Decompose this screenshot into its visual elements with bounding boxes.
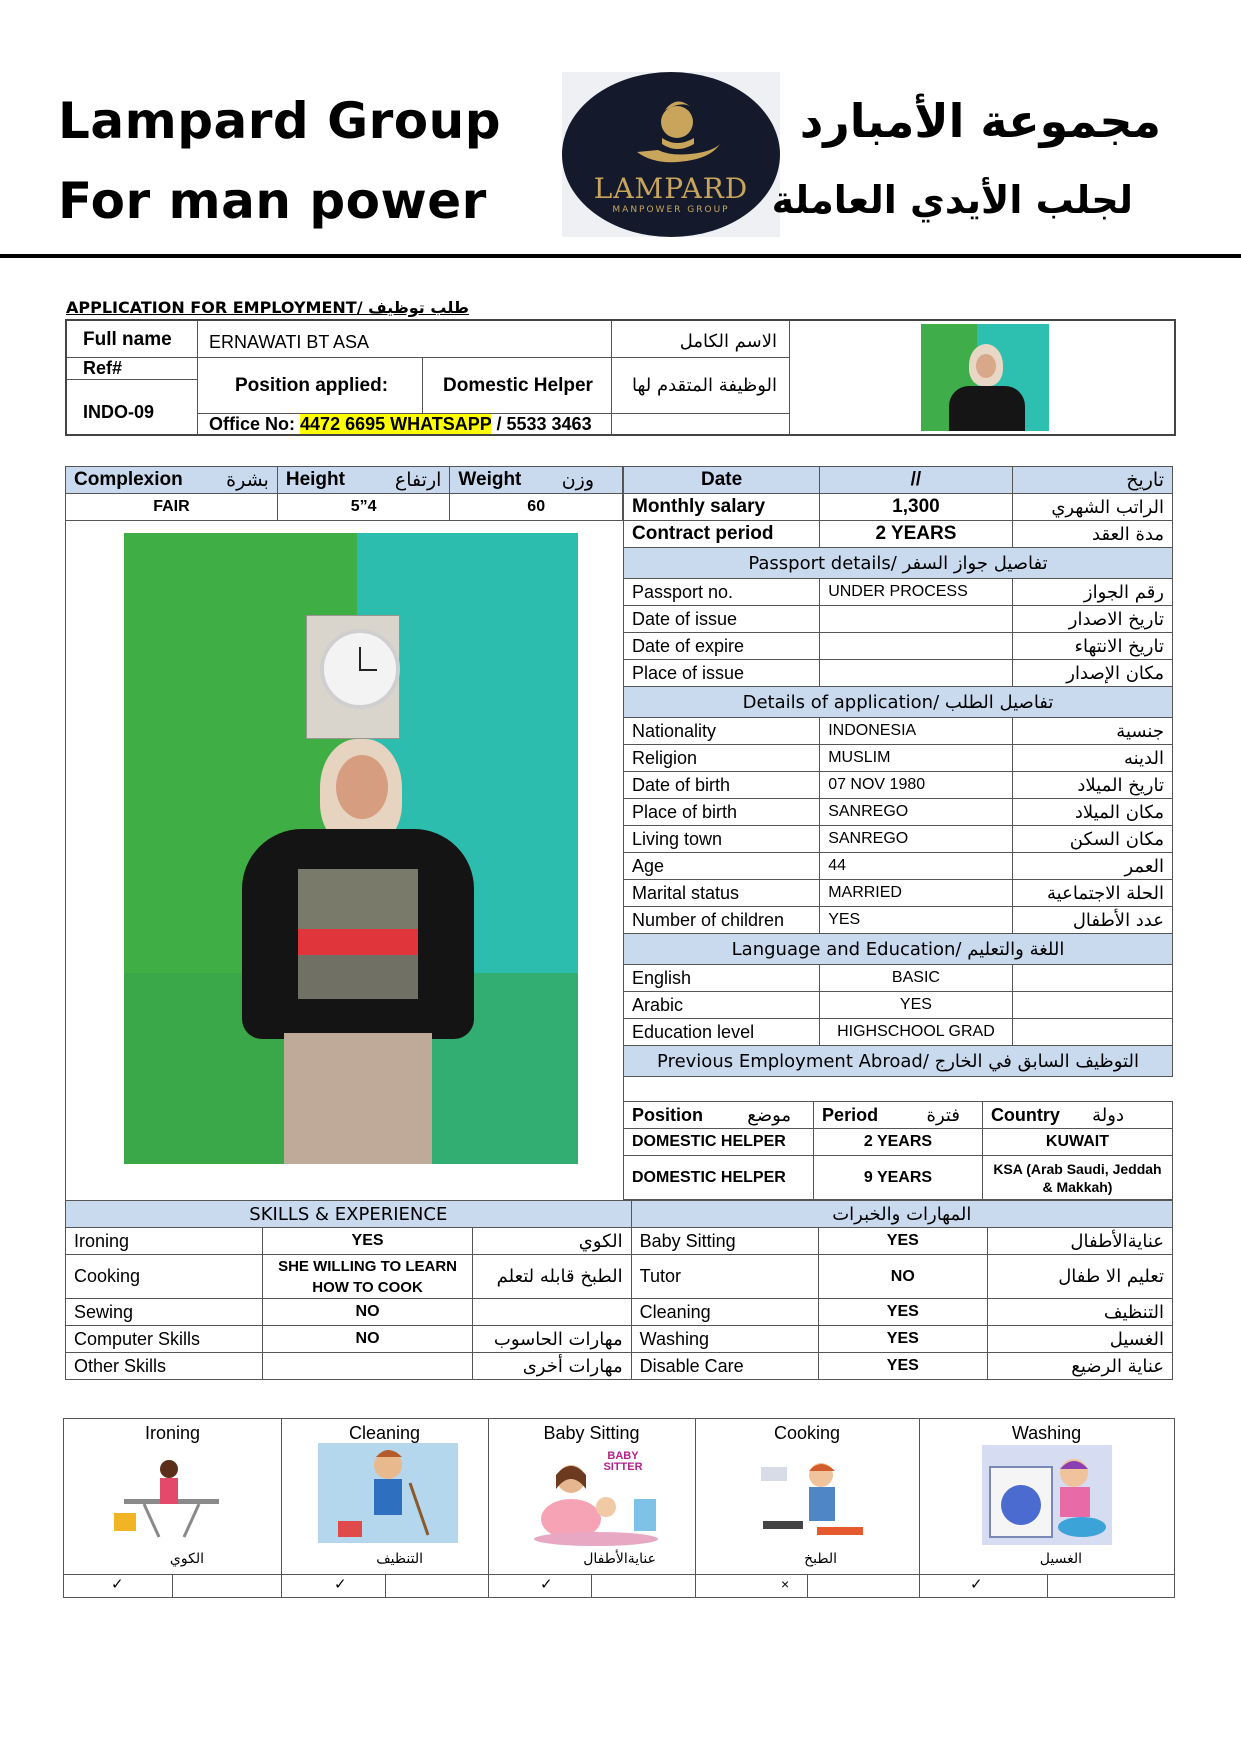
table-row [624,745,1173,772]
applicant-photo-large [124,533,578,1164]
details-header: Details of application/ تفاصيل الطلب [624,687,1173,718]
table-row [624,907,1173,934]
header-divider [0,254,1241,258]
table-row [624,1156,1173,1200]
logo-text: LAMPARD [593,172,749,205]
office-label: Office No: [209,414,296,434]
table-row [624,579,1173,606]
cleaning-icon [318,1443,458,1543]
date-label: Date [624,467,820,494]
complexion-ar: بشرة [226,469,269,491]
skill-label: Washing [631,1326,818,1353]
salary-ar: الراتب الشهري [1012,494,1172,521]
company-name-en-line2: For man power [58,172,487,230]
icon-ar-cooking: الطبخ [804,1551,837,1567]
passport-row-label: Date of issue [624,606,820,633]
skills-table [65,1200,1173,1380]
detail-value: INDONESIA [820,718,1012,745]
passport-row-label: Passport no. [624,579,820,606]
complexion-label: Complexion [74,469,183,490]
complexion-header [66,467,278,494]
baby-sitter-badge: BABY SITTER [603,1450,643,1473]
passport-row-value: UNDER PROCESS [820,579,1012,606]
logo-subtext: MANPOWER GROUP [612,205,730,215]
application-heading: APPLICATION FOR EMPLOYMENT/ طلب توظيف [66,298,469,317]
skill-value: YES [818,1326,987,1353]
detail-ar: عدد الأطفال [1012,907,1172,934]
table-row [624,660,1173,687]
detail-label: Religion [624,745,820,772]
skill-ar: تعليم الا طفال [987,1255,1172,1299]
passport-row-ar: رقم الجواز [1012,579,1172,606]
detail-value: 07 NOV 1980 [820,772,1012,799]
icon-title-cooking: Cooking [773,1423,841,1443]
ref-label: Ref# [83,358,123,378]
skill-label: Other Skills [66,1353,263,1380]
skill-ar: عنايةالأطفال [987,1228,1172,1255]
skills-header-ar: المهارات والخبرات [631,1201,1172,1228]
icon-title-baby-sitting: Baby Sitting [543,1423,640,1443]
table-row [624,826,1173,853]
detail-value: SANREGO [820,799,1012,826]
education-value: HIGHSCHOOL GRAD [820,1019,1012,1046]
company-name-en-line1: Lampard Group [58,92,502,150]
table-row [66,1326,1173,1353]
skill-label: Tutor [631,1255,818,1299]
passport-header: Passport details/ تفاصيل جواز السفر [624,548,1173,579]
table-row [624,799,1173,826]
table-row [66,1255,1173,1299]
table-row [624,718,1173,745]
salary-label: Monthly salary [624,494,820,521]
detail-value: SANREGO [820,826,1012,853]
company-logo [562,72,780,237]
table-row [624,1129,1173,1156]
detail-label: Marital status [624,880,820,907]
table-row [624,965,1173,992]
icon-mark-baby-sitting: ✓ [540,1576,553,1593]
height-ar: ارتفاع [394,469,442,491]
weight-header [450,467,623,494]
full-name-value: ERNAWATI BT ASA [209,332,370,352]
baby-sitting-icon [526,1449,666,1547]
personal-info-box [65,319,1176,436]
washing-icon [982,1445,1112,1545]
detail-label: Living town [624,826,820,853]
skill-label: Disable Care [631,1353,818,1380]
clock-icon [320,629,400,709]
language-value: BASIC [820,965,1012,992]
contract-value: 2 YEARS [820,521,1012,548]
ironing-icon [114,1457,224,1541]
table-row [624,853,1173,880]
employment-header: Previous Employment Abroad/ التوظيف السابق في الخارج [624,1046,1173,1077]
skill-ar: الطبخ قابله لتعلم [472,1255,631,1299]
physical-table [65,466,623,521]
skill-label: Ironing [66,1228,263,1255]
detail-value: MARRIED [820,880,1012,907]
skill-ar: مهارات أخرى [472,1353,631,1380]
skill-value: NO [263,1326,472,1353]
applicant-photo-small [921,324,1049,431]
skill-label: Computer Skills [66,1326,263,1353]
table-row [66,1353,1173,1380]
detail-label: Age [624,853,820,880]
full-name-ar: الاسم الكامل [679,331,777,352]
passport-row-label: Place of issue [624,660,820,687]
passport-row-value [820,660,1012,687]
icon-mark-cooking: × [781,1576,790,1592]
salary-value: 1,300 [820,494,1012,521]
details-table [623,466,1173,1077]
emp-period-label: Period [822,1104,879,1125]
weight-label: Weight [458,469,522,490]
skill-ar: الكوي [472,1228,631,1255]
contract-label: Contract period [624,521,820,548]
icon-title-washing: Washing [1011,1423,1082,1443]
office-number-rest: / 5533 3463 [496,414,592,434]
detail-value: YES [820,907,1012,934]
skills-header-en: SKILLS & EXPERIENCE [66,1201,632,1228]
height-value: 5”4 [277,494,450,521]
emp-position-label: Position [632,1104,703,1125]
position-ar: الوظيفة المتقدم لها [631,375,777,396]
office-whatsapp-number: 4472 6695 WHATSAPP [300,414,492,434]
person-face [336,755,388,819]
detail-label: Nationality [624,718,820,745]
full-name-label: Full name [83,329,172,350]
emp-country-header [982,1102,1172,1129]
emp-position-ar: موضع [747,1104,792,1126]
emp-period: 2 YEARS [814,1129,983,1156]
detail-value: 44 [820,853,1012,880]
passport-row-value [820,633,1012,660]
skill-ar: التنظيف [987,1299,1172,1326]
emp-country-label: Country [990,1104,1060,1125]
emp-period-ar: فترة [926,1104,960,1126]
skill-ar: مهارات الحاسوب [472,1326,631,1353]
skill-value: YES [818,1228,987,1255]
skill-label: Cooking [66,1255,263,1299]
table-row [624,992,1173,1019]
height-label: Height [285,469,345,490]
skill-label: Baby Sitting [631,1228,818,1255]
table-row [66,1228,1173,1255]
education-label: Education level [624,1019,820,1046]
position-value: Domestic Helper [443,375,593,396]
language-label: English [624,965,820,992]
detail-label: Date of birth [624,772,820,799]
weight-ar: وزن [561,469,594,491]
emp-position: DOMESTIC HELPER [624,1129,814,1156]
skill-label: Cleaning [631,1299,818,1326]
weight-value: 60 [450,494,623,521]
skill-value: YES [818,1353,987,1380]
skill-value: NO [263,1299,472,1326]
detail-ar: مكان السكن [1012,826,1172,853]
icon-title-cleaning: Cleaning [348,1423,421,1443]
detail-ar: الدينه [1012,745,1172,772]
icon-mark-cleaning: ✓ [334,1576,347,1593]
detail-ar: تاريخ الميلاد [1012,772,1172,799]
skill-ar [472,1299,631,1326]
table-row [624,772,1173,799]
contract-ar: مدة العقد [1012,521,1172,548]
emp-country: KSA (Arab Saudi, Jeddah & Makkah) [982,1156,1172,1200]
detail-ar: العمر [1012,853,1172,880]
person-trousers [284,1033,432,1164]
detail-ar: مكان الميلاد [1012,799,1172,826]
passport-row-ar: تاريخ الاصدار [1012,606,1172,633]
table-row [624,880,1173,907]
icon-ar-baby-sitting: عنايةالأطفال [583,1551,656,1567]
language-header: Language and Education/ اللغة والتعليم [624,934,1173,965]
emp-position: DOMESTIC HELPER [624,1156,814,1200]
detail-label: Place of birth [624,799,820,826]
language-value: YES [820,992,1012,1019]
skill-value [263,1353,472,1380]
skill-value: YES [818,1299,987,1326]
icon-ar-washing: الغسيل [1039,1551,1082,1567]
passport-row-ar: مكان الإصدار [1012,660,1172,687]
position-label: Position applied: [235,375,389,396]
skill-value: SHE WILLING TO LEARN HOW TO COOK [263,1255,472,1299]
table-row [66,1299,1173,1326]
office-number [209,414,592,435]
table-row [624,633,1173,660]
company-name-ar-line2: لجلب الأيدي العاملة [771,178,1133,222]
passport-row-ar: تاريخ الانتهاء [1012,633,1172,660]
language-label: Arabic [624,992,820,1019]
skill-ar: الغسيل [987,1326,1172,1353]
complexion-value: FAIR [66,494,278,521]
cooking-icon [757,1457,867,1543]
date-ar: تاريخ [1012,467,1172,494]
emp-position-header [624,1102,814,1129]
icon-mark-washing: ✓ [970,1576,983,1593]
skill-icons-strip [63,1418,1175,1598]
person-shirt [242,829,474,1039]
icon-mark-ironing: ✓ [111,1576,124,1593]
skill-ar: عناية الرضيع [987,1353,1172,1380]
height-header [277,467,450,494]
detail-label: Number of children [624,907,820,934]
emp-period-header [814,1102,983,1129]
table-row [624,606,1173,633]
icon-ar-cleaning: التنظيف [376,1551,423,1567]
emp-country-ar: دولة [1092,1104,1124,1126]
ref-value: INDO-09 [83,402,155,422]
date-value: // [820,467,1012,494]
skill-label: Sewing [66,1299,263,1326]
skill-value: YES [263,1228,472,1255]
passport-row-label: Date of expire [624,633,820,660]
company-name-ar-line1: مجموعة الأمبارد [799,94,1161,148]
emp-period: 9 YEARS [814,1156,983,1200]
icon-title-ironing: Ironing [144,1423,201,1443]
employment-table [623,1101,1173,1200]
detail-ar: جنسية [1012,718,1172,745]
skill-value: NO [818,1255,987,1299]
detail-value: MUSLIM [820,745,1012,772]
table-row [624,1019,1173,1046]
detail-ar: الحلة الاجتماعية [1012,880,1172,907]
icon-ar-ironing: الكوي [169,1551,204,1567]
emp-country: KUWAIT [982,1129,1172,1156]
passport-row-value [820,606,1012,633]
